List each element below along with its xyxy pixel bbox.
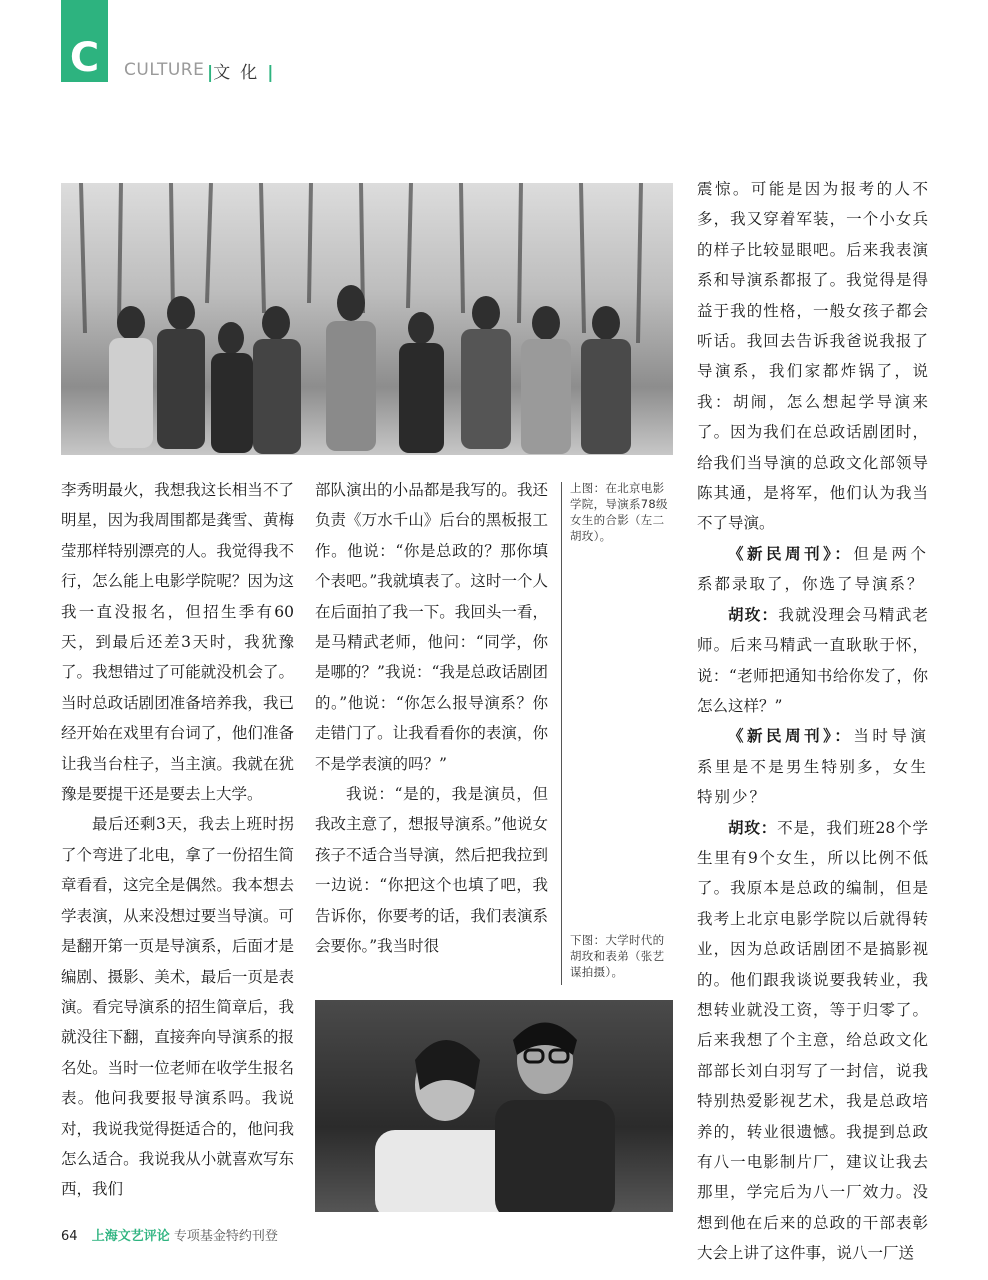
column1-paragraph-1: 李秀明最火，我想我这长相当不了明星，因为我周围都是龚雪、黄梅莹那样特别漂亮的人。我觉得我不行，怎么能上电影学院呢？因为这我一直没报名，但招生季有60天，到最后还差3天时，我犹豫了。我想错过了可能就没机会了。当时总政话剧团准备培养我，我已经开始在戏里有台词了，他们准备让我当台柱子，当主演。我就在犹豫是要提干还是要去上大学。 (61, 481, 294, 804)
answer-2-speaker: 胡玫： (728, 818, 778, 837)
answer-2 (697, 813, 928, 1269)
section-label-zh: |文化| (207, 63, 274, 83)
question-1-text: 但是两个系都录取了，你选了导演系？ (697, 544, 928, 594)
question-2-speaker: 《新民周刊》： (728, 727, 854, 746)
section-letter-block (61, 0, 108, 82)
answer-1-speaker: 胡玫： (728, 605, 779, 624)
group-photo (61, 183, 673, 455)
answer-2-text: 不是，我们班28个学生里有9个女生，所以比例不低了。我原本是总政的编制，但是我考上北京电影学院以后就得转业，因为总政话剧团不是搞影视的。他们跟我谈说要我转业，我想转业就没工资，等于归零了。后来我想了个主意，给总政文化部部长刘白羽写了一封信，说我特别热爱影视艺术，我是总政培养的，转业很遗憾。我提到总政有八一电影制片厂，建议让我去那里，学完后为八一厂效力。没想到他在后来的总政的干部表彰大会上讲了这件事，说八一厂送 (697, 818, 928, 1263)
article-column-2 (315, 475, 548, 985)
page-number: 64 (61, 1229, 78, 1244)
article-column-4 (697, 174, 928, 1263)
column2-paragraph-1: 部队演出的小品都是我写的。我还负责《万水千山》后台的黑板报工作。他说：“你是总政的？那你填个表吧。”我就填表了。这时一个人在后面拍了我一下。我回头一看，是马精武老师，他问：“同学，你是哪的？”我说：“我是总政话剧团的。”他说：“你怎么报导演系？你走错门了。让我看看你的表演，你不是学表演的吗？” (315, 481, 548, 773)
article-column-1 (61, 475, 294, 1220)
section-label-zh-text: 文化 (213, 63, 268, 83)
answer-1 (697, 600, 928, 722)
caption-divider (561, 482, 562, 985)
column4-paragraph-1: 震惊。可能是因为报考的人不多，我又穿着军装，一个小女兵的样子比较显眼吧。后来我表演系和导演系都报了。我觉得是得益于我的性格，一般女孩子都会听话。我回去告诉我爸说我报了导演系，我们家都炸锅了，说我：胡闹，怎么想起学导演来了。因为我们在总政话剧团时，给我们当导演的总政文化部领导陈其通，是将军，他们认为我当不了导演。 (697, 180, 928, 533)
footer-brand: 上海文艺评论 (91, 1229, 170, 1244)
caption-bottom: 下图：大学时代的胡玫和表弟（张艺谋拍摄）。 (570, 933, 665, 979)
question-1-speaker: 《新民周刊》： (728, 544, 854, 563)
caption-top: 上图：在北京电影学院，导演系78级女生的合影（左二胡玫）。 (570, 481, 668, 543)
footer-sponsor-text: 专项基金特约刊登 (173, 1229, 278, 1244)
portrait-photo (315, 1000, 673, 1212)
question-1 (697, 539, 928, 600)
column2-paragraph-2: 我说：“是的，我是演员，但我改主意了，想报导演系。”他说女孩子不适合当导演，然后把我拉到一边说：“你把这个也填了吧，我告诉你，你要考的话，我们表演系会要你。”我当时很 (315, 785, 548, 956)
answer-1-text: 我就没理会马精武老师。后来马精武一直耿耿于怀，说：“老师把通知书给你发了，你怎么这样？” (697, 605, 928, 715)
section-label-en: CULTURE (124, 60, 205, 80)
page-footer (61, 1225, 278, 1244)
section-letter: C (69, 35, 100, 81)
column1-paragraph-2: 最后还剩3天，我去上班时拐了个弯进了北电，拿了一份招生简章看看，这完全是偶然。我本想去学表演，从来没想过要当导演。可是翻开第一页是导演系，后面才是编剧、摄影、美术，最后一页是表演。看完导演系的招生简章后，我就没往下翻，直接奔向导演系的报名处。当时一位老师在收学生报名表。他问我要报导演系吗。我说对，我说我觉得挺适合的，他问我怎么适合。我说我从小就喜欢写东西，我们 (61, 815, 294, 1199)
question-2-text: 当时导演系里是不是男生特别多，女生特别少？ (697, 727, 928, 807)
question-2 (697, 721, 928, 812)
